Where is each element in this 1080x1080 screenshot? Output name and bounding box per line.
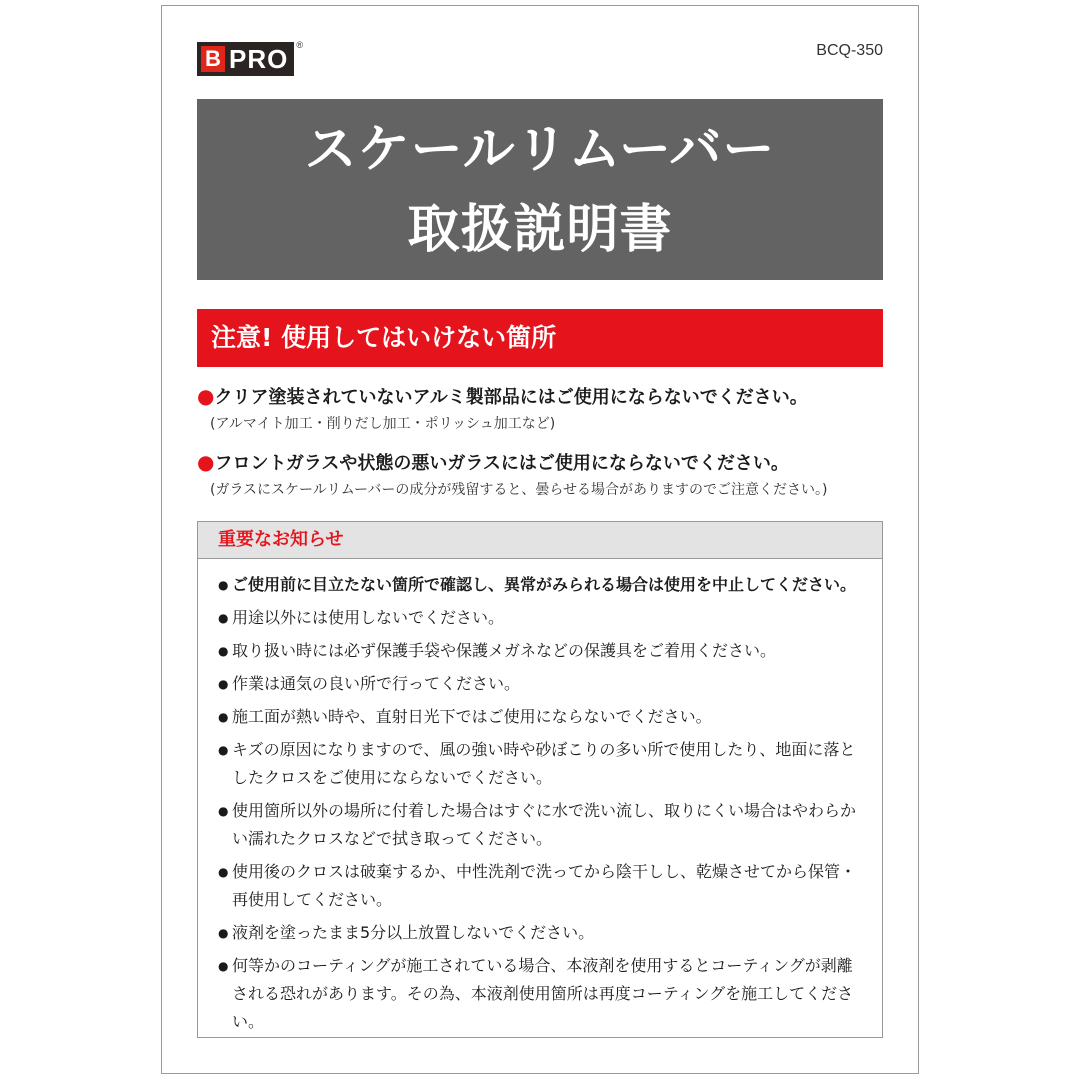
notice-text: 作業は通気の良い所で行ってください。 [232, 674, 521, 693]
bullet-icon: ● [218, 743, 229, 757]
product-title: スケールリムーバー [304, 119, 776, 180]
notice-text: 取り扱い時には必ず保護手袋や保護メガネなどの保護具をご着用ください。 [232, 641, 777, 660]
notice-text: 液剤を塗ったまま5分以上放置しないでください。 [232, 923, 595, 942]
notice-item [218, 571, 868, 599]
logo-box [197, 42, 294, 76]
bullet-icon: ● [218, 710, 229, 724]
bullet-icon: ● [218, 865, 229, 879]
important-notice-box [197, 521, 883, 1038]
warning-text: フロントガラスや状態の悪いガラスにはご使用にならないでください。 [214, 453, 789, 474]
notice-item [218, 797, 868, 853]
model-number: BCQ-350 [816, 42, 883, 59]
notice-item [218, 604, 868, 632]
notice-item [218, 637, 868, 665]
notice-text: 施工面が熱い時や、直射日光下ではご使用にならないでください。 [232, 707, 712, 726]
title-banner [197, 99, 883, 280]
notice-text: 何等かのコーティングが施工されている場合、本液剤を使用するとコーティングが剥離される恐れがあります。その為、本液剤使用箇所は再度コーティングを施工してください。 [232, 956, 854, 1031]
warning-note: (ガラスにスケールリムーバーの成分が残留すると、曇らせる場合がありますのでご注意ください。) [210, 482, 828, 498]
notice-text: 使用後のクロスは破棄するか、中性洗剤で洗ってから陰干しし、乾燥させてから保管・再使用してください。 [232, 862, 857, 909]
bullet-icon: ● [218, 578, 229, 592]
red-bullet-icon: ● [197, 450, 215, 474]
warning-item [197, 449, 897, 499]
logo-text: PRO [229, 44, 289, 74]
notice-text: キズの原因になりますので、風の強い時や砂ぼこりの多い所で使用したり、地面に落としたクロスをご使用にならないでください。 [232, 740, 856, 787]
bullet-icon: ● [218, 644, 229, 658]
notice-item [218, 703, 868, 731]
document-title: 取扱説明書 [407, 199, 673, 260]
notice-item [218, 670, 868, 698]
warning-item [197, 383, 897, 433]
bullet-icon: ● [218, 804, 229, 818]
logo-letter: B [201, 46, 225, 72]
notice-item [218, 919, 868, 947]
red-bullet-icon: ● [197, 384, 215, 408]
bullet-icon: ● [218, 677, 229, 691]
registered-mark: ® [296, 40, 303, 50]
notice-item [218, 858, 868, 914]
notice-text: 用途以外には使用しないでください。 [232, 608, 505, 627]
bullet-icon: ● [218, 611, 229, 625]
warning-text: クリア塗装されていないアルミ製部品にはご使用にならないでください。 [214, 387, 808, 408]
notice-heading: 重要なお知らせ [198, 522, 882, 559]
bullet-icon: ● [218, 926, 229, 940]
notice-item [218, 736, 868, 792]
notice-text: ご使用前に目立たない箇所で確認し、異常がみられる場合は使用を中止してください。 [232, 575, 857, 594]
bullet-icon: ● [218, 959, 229, 973]
notice-text: 使用箇所以外の場所に付着した場合はすぐに水で洗い流し、取りにくい場合はやわらかい濡れたクロスなどで拭き取ってください。 [232, 801, 857, 848]
notice-list [198, 559, 882, 1036]
warning-note: (アルマイト加工・削りだし加工・ポリッシュ加工など) [210, 416, 556, 432]
notice-item [218, 952, 868, 1036]
caution-heading: 注意! 使用してはいけない箇所 [197, 309, 883, 367]
brand-logo [197, 42, 303, 76]
